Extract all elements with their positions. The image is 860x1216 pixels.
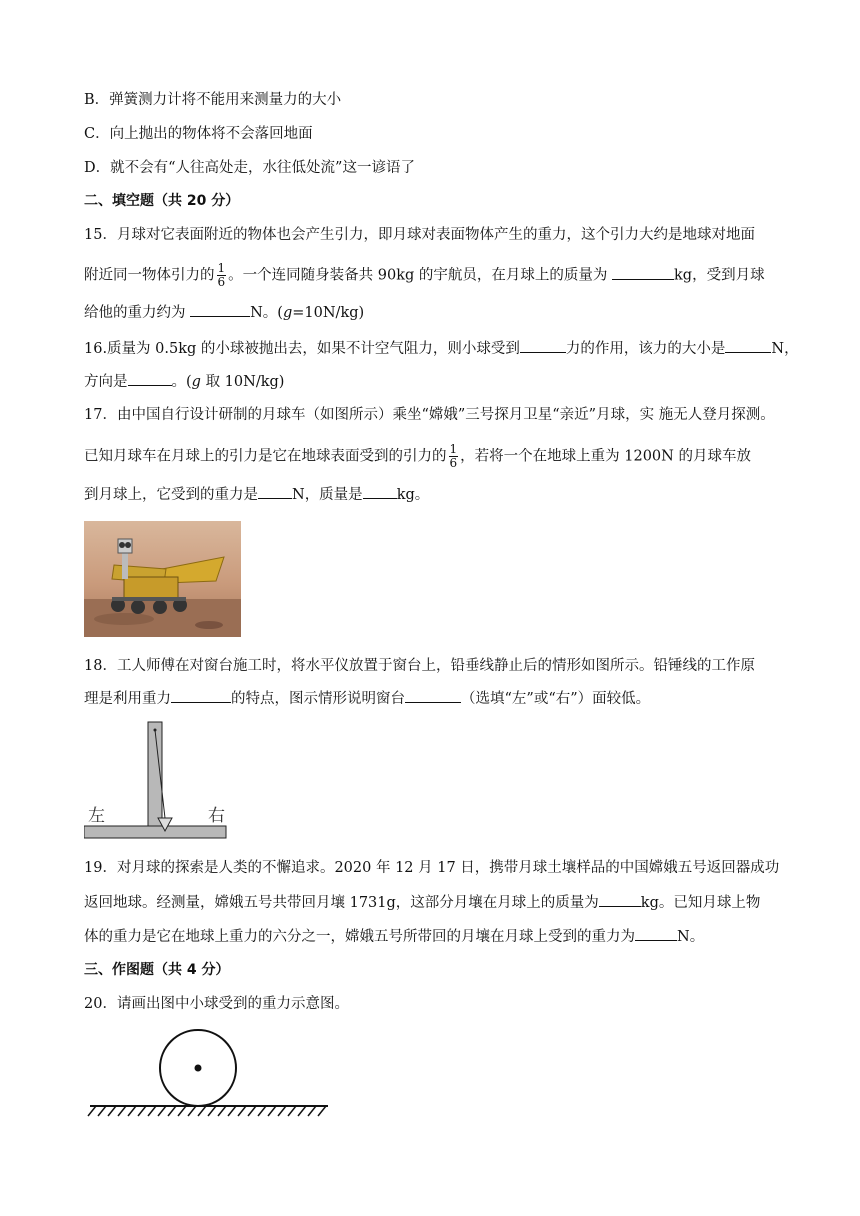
- blank-force-type[interactable]: [520, 338, 566, 353]
- q19-line3: 体的重力是它在地球上重力的六分之一，嫦娥五号所带回的月壤在月球上受到的重力为 N。: [84, 926, 704, 947]
- ground-hatch-mark: [88, 1106, 96, 1116]
- section-title-drawing: 三、作图题（共 4 分）: [84, 962, 230, 978]
- ground-hatch-mark: [158, 1106, 166, 1116]
- ground-hatch-mark: [318, 1106, 326, 1116]
- ground-hatch-mark: [148, 1106, 156, 1116]
- ground-hatch-mark: [258, 1106, 266, 1116]
- q15-line2: 附近同一物体引力的 $\frac{1}{6}$ 。一个连同随身装备共 90kg 的宇航员，在月球上的质量为 kg，受到月球: [84, 261, 765, 289]
- ground-hatch-mark: [108, 1106, 116, 1116]
- q16-line1: 16.质量为 0.5kg 的小球被抛出去，如果不计空气阻力，则小球受到 力的作用，该力的大小是 N，: [84, 338, 799, 359]
- ground-hatch-mark: [298, 1106, 306, 1116]
- blank-force-size[interactable]: [725, 338, 771, 353]
- fraction-one-sixth: $\frac{1}{6}$: [449, 442, 458, 470]
- ground-hatch-mark: [278, 1106, 286, 1116]
- ground-hatch-mark: [138, 1106, 146, 1116]
- level-instrument-diagram: [84, 720, 234, 842]
- ground-hatch-mark: [188, 1106, 196, 1116]
- q20-line1: 20．请画出图中小球受到的重力示意图。: [84, 996, 349, 1012]
- left-label: 左: [88, 806, 105, 826]
- blank-mass[interactable]: [612, 265, 674, 280]
- q17-line3: 到月球上，它受到的重力是 N，质量是 kg。: [84, 484, 429, 505]
- ground-hatch-mark: [288, 1106, 296, 1116]
- option-b: B．弹簧测力计将不能用来测量力的大小: [84, 92, 342, 108]
- lunar-rover-photo: [84, 521, 241, 637]
- option-d: D．就不会有“人往高处走，水往低处流”这一谚语了: [84, 160, 415, 176]
- q17-line1: 17．由中国自行设计研制的月球车（如图所示）乘坐“嫦娥”三号探月卫星“亲近”月球，实 施无人登月探测。: [84, 407, 775, 423]
- ground-hatch-mark: [308, 1106, 316, 1116]
- fraction-one-sixth: $\frac{1}{6}$: [217, 261, 226, 289]
- q18-line2: 理是利用重力 的特点，图示情形说明窗台 （选填“左”或“右”）面较低。: [84, 688, 650, 709]
- blank-moon-mass[interactable]: [363, 484, 397, 499]
- ground-hatch-mark: [178, 1106, 186, 1116]
- ground-hatch-mark: [198, 1106, 206, 1116]
- blank-soil-mass[interactable]: [599, 892, 641, 907]
- ground-hatch-mark: [118, 1106, 126, 1116]
- blank-direction[interactable]: [128, 371, 172, 386]
- ground-hatch-mark: [248, 1106, 256, 1116]
- ground-hatch-mark: [128, 1106, 136, 1116]
- q19-line1: 19．对月球的探索是人类的不懈追求。2020 年 12 月 17 日，携带月球土壤样品的中国嫦娥五号返回器成功: [84, 860, 780, 876]
- q17-line2: 已知月球车在月球上的引力是它在地球表面受到的引力的 $\frac{1}{6}$ ，若将一个在地球上重为 1200N 的月球车放: [84, 442, 751, 470]
- blank-lower-side[interactable]: [405, 688, 461, 703]
- ball-on-ground-diagram: [84, 1020, 334, 1120]
- blank-gravity[interactable]: [190, 302, 250, 317]
- ground-hatch-mark: [208, 1106, 216, 1116]
- section-title-fill-in: 二、填空题（共 20 分）: [84, 193, 240, 209]
- option-c: C．向上抛出的物体将不会落回地面: [84, 126, 313, 142]
- ground-hatch-mark: [238, 1106, 246, 1116]
- q15-line1: 15．月球对它表面附近的物体也会产生引力，即月球对表面物体产生的重力，这个引力大约是地球对地面: [84, 227, 755, 243]
- q19-line2: 返回地球。经测量，嫦娥五号共带回月壤 1731g，这部分月壤在月球上的质量为 kg。已知月球上物: [84, 892, 760, 913]
- ground-hatch-mark: [218, 1106, 226, 1116]
- q16-line2: 方向是 。(g 取 10N/kg): [84, 371, 284, 392]
- blank-gravity-direction[interactable]: [171, 688, 231, 703]
- q15-line3: 给他的重力约为 N。(g=10N/kg): [84, 302, 364, 323]
- q18-line1: 18．工人师傅在对窗台施工时，将水平仪放置于窗台上，铅垂线静止后的情形如图所示。铅锤线的工作原: [84, 658, 755, 674]
- blank-moon-gravity[interactable]: [258, 484, 292, 499]
- ground-hatch-mark: [268, 1106, 276, 1116]
- blank-soil-gravity[interactable]: [635, 926, 677, 941]
- ground-hatch-mark: [168, 1106, 176, 1116]
- ground-hatch-mark: [228, 1106, 236, 1116]
- right-label: 右: [208, 806, 225, 826]
- ground-hatch-mark: [98, 1106, 106, 1116]
